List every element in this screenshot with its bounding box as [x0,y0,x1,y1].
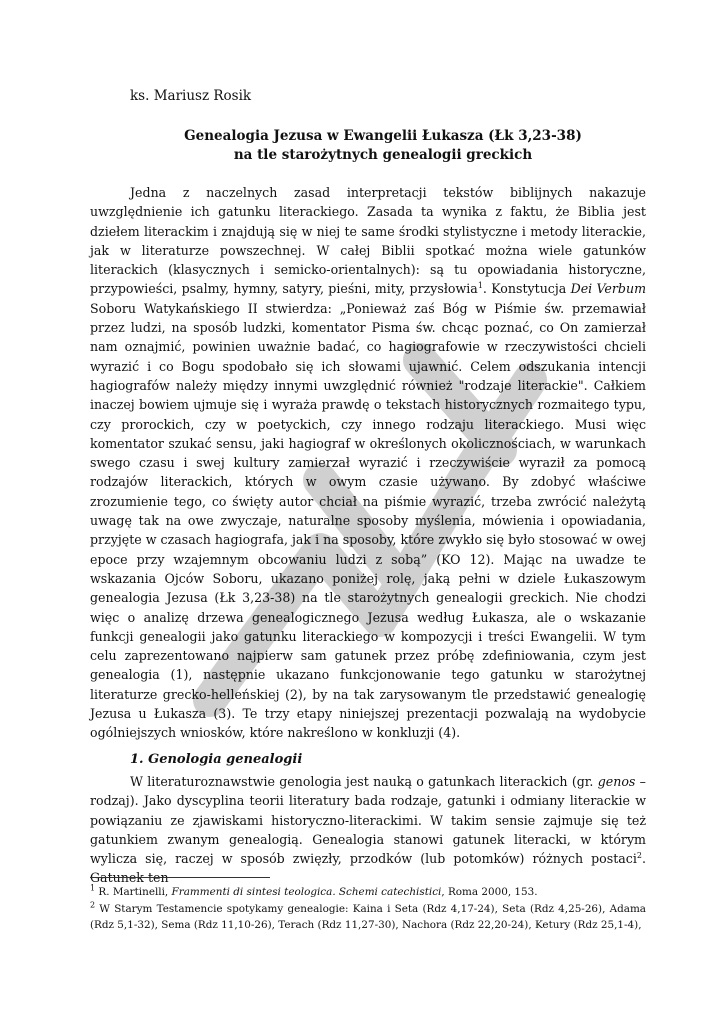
title-line-1: Genealogia Jezusa w Ewangelii Łukasza (Łk 3,23-38) [184,128,582,144]
footnote-1-text-a: R. Martinelli, [95,886,172,898]
paragraph-1-text-a: Jedna z naczelnych zasad interpretacji tekstów biblijnych nakazuje uwzględnienie ich gatunku literackiego. Zasada ta wynika z faktu, że Biblia jest dziełem literackim i znajdują się w niej te same środki stylistyczne i metody literackie, jak w literaturze powszechnej. W całej Biblii spotkać można wiele gatunków literackich (klasycznych i semicko-orientalnych): są tu opowiadania historyczne, przypowieści, psalmy, hymny, satyry, pieśni, mity, przysłowia [90,185,646,297]
paragraph-1 [90,183,646,743]
footnotes [90,884,646,934]
paragraph-1-italic-title: Dei Verbum [570,281,647,297]
paragraph-2-text-b: – rodzaj). Jako dyscyplina teorii literatury bada rodzaje, gatunki i odmiany literackie w powiązaniu ze zjawiskami historyczno-literackimi. W takim sensie zajmuje się też gatunkiem zwanym genealogią. Genealogia stanowi gatunek literacki, w którym wylicza się, raczej w sposób zwięzły, przodków (lub potomków) różnych postaci [90,774,646,867]
footnote-2 [90,901,646,934]
paragraph-2-text-a: W literaturoznawstwie genologia jest nauką o gatunkach literackich (gr. [130,774,598,789]
paragraph-2 [90,772,646,888]
footnote-1-italic-title: Frammenti di sintesi teologica. Schemi catechistici [171,886,442,898]
footnote-1 [90,884,646,901]
intro-body [90,183,646,743]
paragraph-1-text-b: . Konstytucja [482,281,571,297]
author-line: ks. Mariusz Rosik [130,88,252,104]
footnote-1-number: 1 [90,883,96,893]
section-body [90,772,646,888]
footnote-ref-1[interactable]: 1 [477,281,483,291]
footnote-2-number: 2 [90,900,96,910]
section-heading: 1. Genologia genealogii [130,752,303,767]
title-line-2: na tle starożytnych genealogii greckich [233,147,533,163]
paragraph-1-text-c: Soboru Watykańskiego II stwierdza: „Ponieważ zaś Bóg w Piśmie św. przemawiał przez ludzi, na sposób ludzki, komentator Pisma św. chcąc poznać, co On zamierzał nam oznajmić, powinien uważnie badać, co hagiografowie w rzeczywistości chcieli wyrazić i co Bogu spodobało się ich słowami ujawnić. Celem odszukania intencji hagiografów należy między innymi uwzględnić również "rodzaje literackie". Całkiem inaczej bowiem ujmuje się i wyraża prawdę o tekstach historycznych rozmaitego typu, czy prorockich, czy w poetyckich, czy innego rodzaju literackiego. Musi więc komentator szukać sensu, jaki hagiograf w określonych okolicznościach, w warunkach swego czasu i swej kultury zamierzał wyrazić i rzeczywiście wyraził za pomocą rodzajów literackich, których w owym czasie używano. By zdobyć właściwe zrozumienie tego, co święty autor chciał na piśmie wyrazić, trzeba zwrócić należytą uwagę tak na owe zwyczaje, naturalne sposoby myślenia, mówienia i opowiadania, przyjęte w czasach hagiografa, jak i na sposoby, które zwykło się było stosować w owej epoce przy wzajemnym obcowaniu ludzi z sobą” (KO 12). Mając na uwadze te wskazania Ojców Soboru, ukazano poniżej rolę, jaką pełni w dziele Łukaszowym genealogia Jezusa (Łk 3,23-38) na tle starożytnych genealogii greckich. Nie chodzi więc o analizę drzewa genealogicznego Jezusa według Łukasza, ale o wskazanie funkcji genealogii jako gatunku literackiego w kompozycji i treści Ewangelii. W tym celu zaprezentowano najpierw sam gatunek przez próbę zdefiniowania, czym jest genealogia (1), następnie ukazano funkcjonowanie tego gatunku w starożytnej literaturze grecko-helleńskiej (2), by na tak zarysowanym tle przedstawić genealogię Jezusa u Łukasza (3). Te trzy etapy niniejszej prezentacji pozwalają na wydobycie ogólniejszych wniosków, które nakreślono w konkluzji (4). [90,300,646,741]
footnote-divider [90,877,270,878]
footnote-2-text: W Starym Testamencie spotykamy genealogie: Kaina i Seta (Rdz 4,17-24), Seta (Rdz 4,25-26), Adama (Rdz 5,1-32), Sema (Rdz 11,10-26), Terach (Rdz 11,27-30), Nachora (Rdz 22,20-24), Ketury (Rdz 25,1-4), [90,902,646,931]
paragraph-2-italic-word: genos [597,774,636,789]
paragraph-2-text-c: . Gatunek ten [90,851,646,886]
footnote-1-text-b: , Roma 2000, 153. [441,886,538,898]
footnote-ref-2[interactable]: 2 [636,851,642,860]
